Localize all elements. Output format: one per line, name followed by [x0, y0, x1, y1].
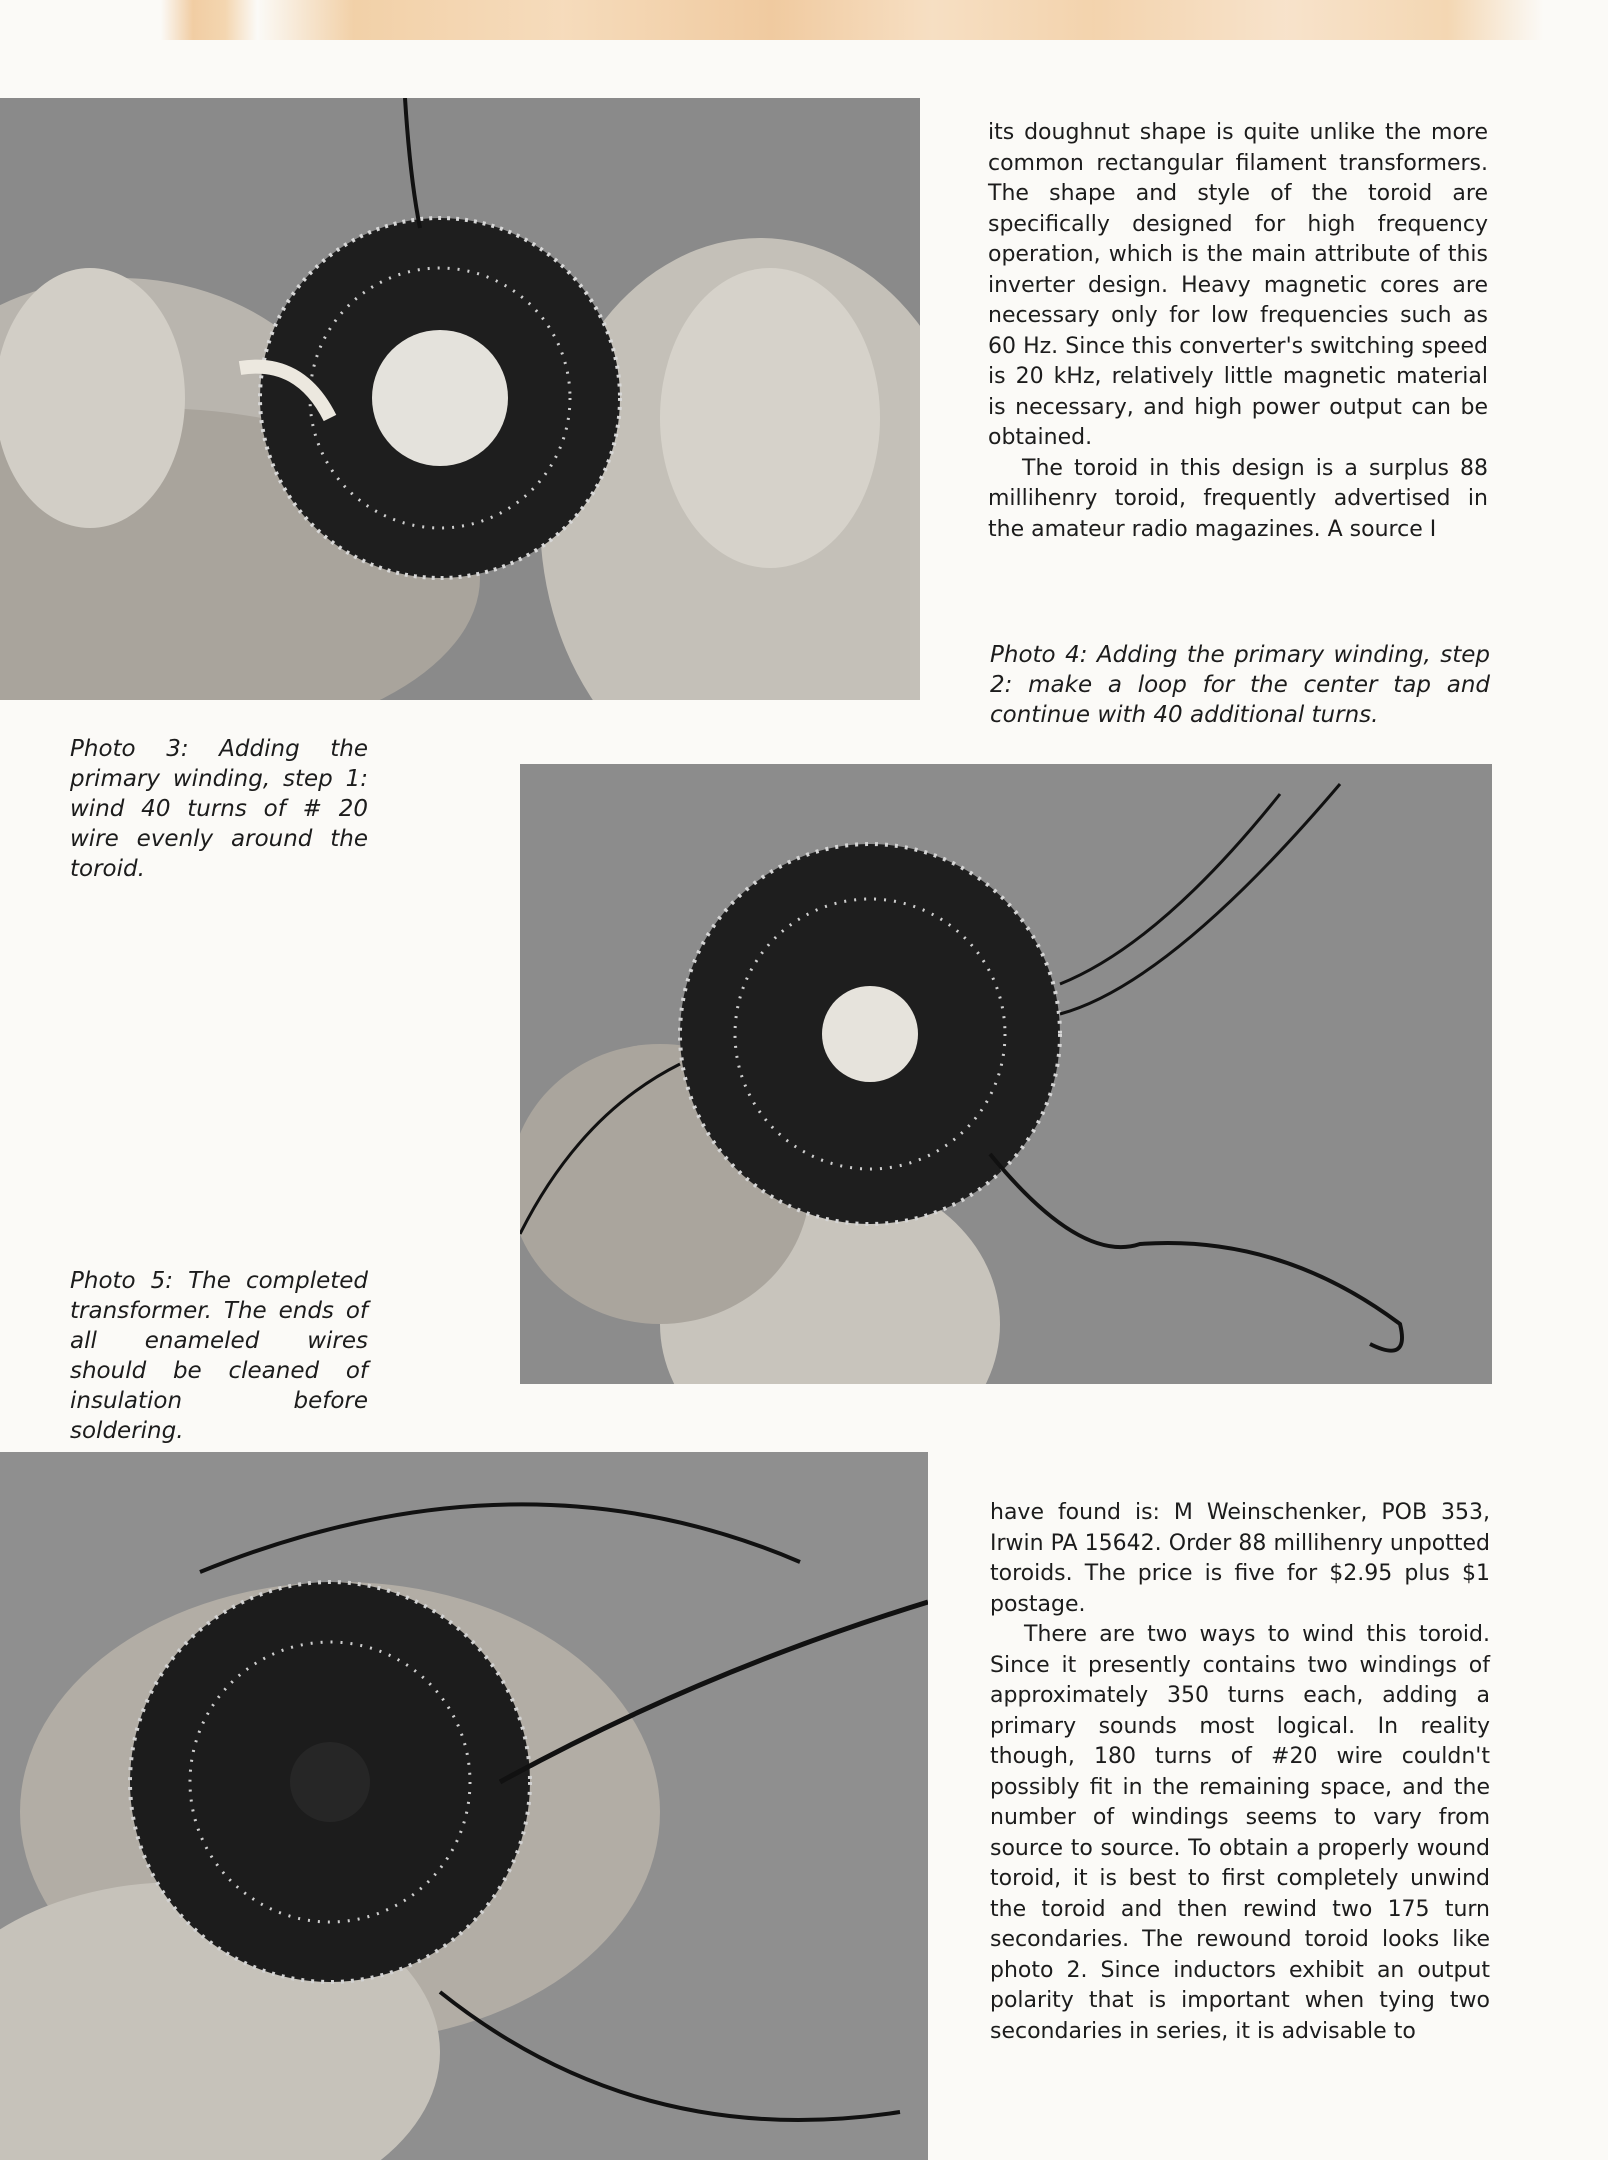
photo-3-image — [0, 98, 920, 700]
photo-4-caption: Photo 4: Adding the primary winding, step 2: make a loop for the center tap and continue with 40 additional turns. — [990, 642, 1490, 728]
photo-3-caption: Photo 3: Adding the primary winding, step 1: wind 40 turns of # 20 wire evenly around the toroid. — [70, 736, 368, 882]
body-text-bottom — [990, 1498, 1490, 2047]
photo-4-image — [520, 764, 1492, 1384]
photo-5-caption: Photo 5: The completed transformer. The ends of all enameled wires should be cleaned of insulation before soldering. — [70, 1268, 368, 1444]
paragraph: There are two ways to wind this toroid. Since it presently contains two windings of approximately 350 turns each, adding a primary sounds most logical. In reality though, 180 turns of #20 wire couldn't possibly fit in the remaining space, and the number of windings seems to vary from source to source. To obtain a properly wound toroid, it is best to first completely unwind the toroid and then rewind two 175 turn secondaries. The rewound toroid looks like photo 2. Since inductors exhibit an output polarity that is important when tying two secondaries in series, it is advisable to — [990, 1622, 1490, 2044]
paragraph: The toroid in this design is a surplus 88 millihenry toroid, frequently advertised in the amateur radio magazines. A source I — [988, 455, 1488, 542]
paragraph: its doughnut shape is quite unlike the more common rectangular filament transformers. The shape and style of the toroid are specifically designed for high frequency operation, which is the main attribute of this inverter design. Heavy magnetic cores are necessary only for low frequencies such as 60 Hz. Since this converter's switching speed is 20 kHz, relatively little magnetic material is necessary, and high power output can be obtained. — [988, 120, 1488, 450]
photo-5-image — [0, 1452, 928, 2160]
paragraph: have found is: M Weinschenker, POB 353, Irwin PA 15642. Order 88 millihenry unpotted toroids. The price is five for $2.95 plus $1 postage. — [990, 1500, 1490, 1617]
body-text-top — [988, 118, 1488, 545]
top-color-strip — [0, 0, 1608, 40]
